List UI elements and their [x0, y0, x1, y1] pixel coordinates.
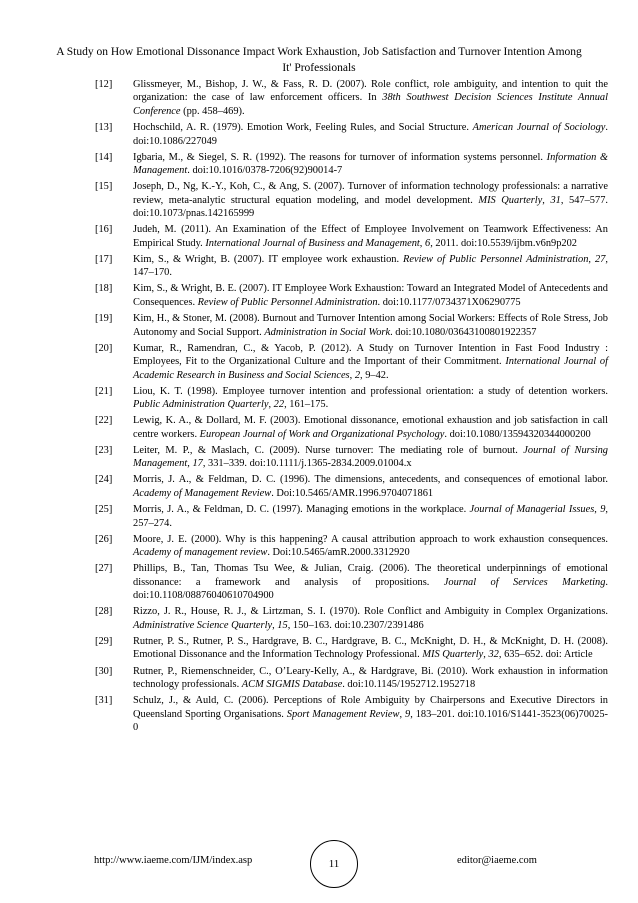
reference-text [133, 180, 608, 220]
header-title-line-1: A Study on How Emotional Dissonance Impact Work Exhaustion, Job Satisfaction and Turnover Intention Among [56, 46, 582, 58]
reference-list [95, 78, 608, 737]
reference-number: [25] [95, 504, 113, 516]
reference-item [95, 605, 608, 632]
reference-italic-segment: Administration in Social Work [264, 326, 391, 338]
reference-text [133, 533, 608, 560]
reference-text [133, 151, 608, 178]
reference-number: [22] [95, 415, 113, 427]
reference-italic-segment: International Journal of Academic Research in Business and Social Sciences [133, 356, 609, 381]
reference-segment: Lewig, K. A., & Dollard, M. F. (2003). Emotional dissonance, emotional exhaustion and job satisfaction in call centre workers. [133, 415, 608, 440]
reference-segment: Glissmeyer, M., Bishop, J. W., & Fass, R. D. (2007). Role conflict, role ambiguity, and intention to quit the organization: the case of law enforcement officers. In [133, 79, 608, 104]
reference-number: [13] [95, 122, 113, 134]
reference-segment: , 9–42. [360, 369, 389, 381]
reference-segment: (pp. 458–469). [180, 105, 245, 117]
reference-text [133, 312, 608, 339]
reference-number: [14] [95, 151, 113, 163]
reference-text [133, 665, 608, 692]
reference-italic-segment: Information & Management [133, 151, 608, 177]
reference-segment: . doi:10.1080/03643100801922357 [390, 326, 537, 338]
reference-number: [17] [95, 253, 113, 265]
reference-segment: , 150–163. doi:10.2307/2391486 [287, 619, 424, 631]
reference-text [133, 694, 608, 734]
reference-segment: . doi:10.1145/1952712.1952718 [342, 678, 476, 690]
reference-number: [12] [95, 79, 113, 90]
reference-item [95, 223, 608, 250]
reference-segment: Hochschild, A. R. (1979). Emotion Work, Feeling Rules, and Social Structure. [133, 122, 473, 134]
reference-segment: . Doi:10.5465/amR.2000.3312920 [267, 547, 410, 559]
reference-italic-segment: 2 [354, 369, 361, 381]
reference-item [95, 414, 608, 441]
reference-italic-segment: 9 [404, 708, 411, 720]
reference-text [133, 473, 608, 500]
footer-email-link[interactable]: editor@iaeme.com [457, 855, 537, 866]
reference-text [133, 385, 608, 412]
reference-italic-segment: Journal of Nursing Management [133, 444, 609, 470]
reference-item [95, 312, 608, 339]
reference-text [133, 444, 608, 471]
reference-segment: Kim, H., & Stoner, M. (2008). Burnout and Turnover Intention among Social Workers: Effects of Role Stress, Job Autonomy and Social Support. [133, 313, 608, 338]
reference-italic-segment: Review of Public Personnel Administration [403, 253, 589, 265]
reference-segment: Rizzo, J. R., House, R. J., & Lirtzman, S. I. (1970). Role Conflict and Ambiguity in Complex Organizations. [133, 606, 608, 618]
reference-segment: Schulz, J., & Auld, C. (2006). Perceptions of Role Ambiguity by Chairpersons and Executive Directors in Queensland Sporting Organisations. [133, 695, 608, 720]
reference-number: [19] [95, 313, 113, 325]
reference-italic-segment: American Journal of Sociology [472, 122, 606, 134]
reference-segment: . doi:10.1086/227049 [133, 122, 608, 147]
reference-italic-segment: Sport Management Review [286, 708, 400, 720]
reference-item [95, 665, 608, 692]
reference-segment: Phillips, B., Tan, Thomas Tsu Wee, & Julian, Craig. (2006). The theoretical underpinnings of emotional dissonance: a framework and analysis of propositions. [133, 563, 608, 588]
reference-segment: , [399, 708, 405, 720]
reference-segment: , 183–201. doi:10.1016/S1441-3523(06)70025-0 [133, 708, 608, 733]
reference-segment: , 257–274. [133, 504, 608, 529]
reference-item [95, 151, 608, 178]
reference-item [95, 180, 608, 220]
reference-segment: , [419, 237, 425, 249]
reference-italic-segment: Academy of management review [133, 547, 268, 559]
reference-number: [27] [95, 563, 113, 575]
reference-italic-segment: International Journal of Business and Management [205, 237, 420, 249]
reference-number: [18] [95, 283, 113, 295]
reference-number: [31] [95, 695, 113, 707]
reference-segment: , 331–339. doi:10.1111/j.1365-2834.2009.01004.x [202, 458, 412, 470]
reference-segment: . doi:10.1016/0378-7206(92)90014-7 [187, 165, 343, 177]
reference-item [95, 121, 608, 148]
reference-segment: , [594, 504, 601, 516]
reference-item [95, 533, 608, 560]
reference-item [95, 562, 608, 602]
reference-italic-segment: Review of Public Personnel Administration [197, 296, 378, 308]
reference-italic-segment: 31 [550, 194, 561, 206]
reference-number: [16] [95, 224, 113, 236]
reference-number: [21] [95, 385, 113, 397]
reference-text [133, 635, 608, 662]
reference-text [133, 503, 608, 530]
reference-italic-segment: Public Administration Quarterly [133, 399, 269, 411]
reference-segment: , 635–652. doi: Article [498, 649, 593, 661]
reference-segment: Joseph, D., Ng, K.-Y., Koh, C., & Ang, S. (2007). Turnover of information technology professionals: a narrative review, meta-analytic structural equation modeling, and model development. [133, 181, 608, 206]
reference-segment: , [588, 253, 595, 265]
reference-text [133, 223, 608, 250]
reference-italic-segment: 32 [488, 649, 499, 661]
reference-segment: Kumar, R., Ramendran, C., & Yacob, P. (2012). A Study on Turnover Intention in Fast Food Industry : Employees, Fit to the Organizational Culture and the Important of their Commitment. [133, 342, 608, 368]
reference-segment: , 161–175. [284, 399, 329, 411]
reference-italic-segment: MIS Quarterly [478, 194, 543, 206]
reference-text [133, 253, 608, 280]
reference-number: [15] [95, 181, 113, 193]
reference-item [95, 444, 608, 471]
reference-italic-segment: 38th Southwest Decision Sciences Institute Annual Conference [133, 92, 608, 117]
reference-segment: Liou, K. T. (1998). Employee turnover intention and professional orientation: a study of detention workers. [133, 385, 608, 397]
reference-item [95, 282, 608, 309]
reference-segment: Leiter, M. P., & Maslach, C. (2009). Nurse turnover: The mediating role of burnout. [133, 444, 524, 456]
reference-segment: , 147–170. [133, 253, 608, 279]
reference-text [133, 78, 608, 118]
reference-segment: Rutner, P., Riemenschneider, C., O’Leary-Kelly, A., & Hardgrave, Bi. (2010). Work exhaustion in information technology professionals. [133, 665, 608, 690]
reference-number: [28] [95, 606, 113, 618]
reference-italic-segment: European Journal of Work and Organizational Psychology [199, 428, 445, 440]
reference-item [95, 503, 608, 530]
reference-segment: . doi:10.1177/0734371X06290775 [377, 296, 521, 308]
reference-italic-segment: 17 [192, 458, 203, 470]
reference-segment: Igbaria, M., & Siegel, S. R. (1992). The reasons for turnover of information systems personnel. [133, 151, 547, 163]
reference-segment: , 2011. doi:10.5539/ijbm.v6n9p202 [430, 237, 578, 249]
reference-text [133, 414, 608, 441]
reference-italic-segment: Academy of Management Review [133, 487, 272, 499]
reference-segment: Judeh, M. (2011). An Examination of the Effect of Employee Involvement on Teamwork Effectiveness: An Empirical Study. [133, 224, 608, 249]
reference-segment: , [483, 649, 489, 661]
running-header [40, 44, 598, 76]
reference-item [95, 342, 608, 382]
reference-italic-segment: 15 [277, 619, 288, 631]
footer-url-link[interactable]: http://www.iaeme.com/IJM/index.asp [94, 855, 253, 866]
header-title-line-2: It' Professionals [282, 62, 356, 74]
reference-italic-segment: 22 [273, 399, 285, 411]
reference-italic-segment: Journal of Services Marketing [443, 576, 606, 588]
reference-segment: , [187, 458, 193, 470]
reference-segment: Kim, S., & Wright, B. E. (2007). IT Employee Work Exhaustion: Toward an Integrated Model of Antecedents and Consequences. [133, 283, 608, 308]
reference-number: [29] [95, 635, 113, 647]
reference-segment: , 547–577. doi:10.1073/pnas.142165999 [133, 194, 608, 220]
reference-italic-segment: ACM SIGMIS Database [241, 678, 343, 690]
reference-item [95, 694, 608, 734]
page-number: 11 [310, 840, 358, 888]
reference-segment: , [349, 369, 355, 381]
reference-item [95, 635, 608, 662]
reference-italic-segment: Journal of Managerial Issues [469, 504, 595, 516]
reference-number: [24] [95, 474, 113, 486]
reference-segment: Rutner, P. S., Rutner, P. S., Hardgrave, B. C., Hardgrave, B. C., McKnight, D. H., & McKnight, D. H. (2008). Emotional Dissonance and the Information Technology Professional. [133, 635, 608, 661]
reference-text [133, 562, 608, 602]
reference-text [133, 121, 608, 148]
reference-segment: Morris, J. A., & Feldman, D. C. (1997). Managing emotions in the workplace. [133, 504, 470, 516]
reference-segment: . doi:10.1080/13594320344000200 [444, 428, 591, 440]
reference-segment: , [272, 619, 278, 631]
reference-segment: . Doi:10.5465/AMR.1996.9704071861 [271, 487, 434, 499]
reference-segment: , [542, 194, 551, 206]
reference-item [95, 78, 608, 118]
reference-italic-segment: 27 [595, 253, 606, 265]
reference-item [95, 473, 608, 500]
reference-segment: Morris, J. A., & Feldman, D. C. (1996). The dimensions, antecedents, and consequences of emotional labor. [133, 474, 608, 486]
reference-segment: . doi:10.1108/08876040610704900 [133, 576, 608, 602]
reference-number: [23] [95, 444, 113, 456]
reference-segment: , [268, 399, 274, 411]
page-footer [0, 848, 638, 878]
reference-text [133, 342, 608, 382]
reference-segment: Kim, S., & Wright, B. (2007). IT employee work exhaustion. [133, 253, 404, 265]
reference-text [133, 605, 608, 632]
reference-segment: Moore, J. E. (2000). Why is this happening? A causal attribution approach to work exhaustion consequences. [133, 533, 608, 545]
reference-italic-segment: MIS Quarterly [422, 649, 484, 661]
reference-number: [26] [95, 533, 113, 545]
reference-text [133, 282, 608, 309]
reference-italic-segment: 9 [600, 504, 606, 516]
reference-item [95, 253, 608, 280]
reference-italic-segment: Administrative Science Quarterly [133, 619, 273, 631]
reference-italic-segment: 6 [424, 237, 431, 249]
reference-number: [30] [95, 665, 113, 677]
reference-number: [20] [95, 342, 113, 354]
reference-item [95, 385, 608, 412]
